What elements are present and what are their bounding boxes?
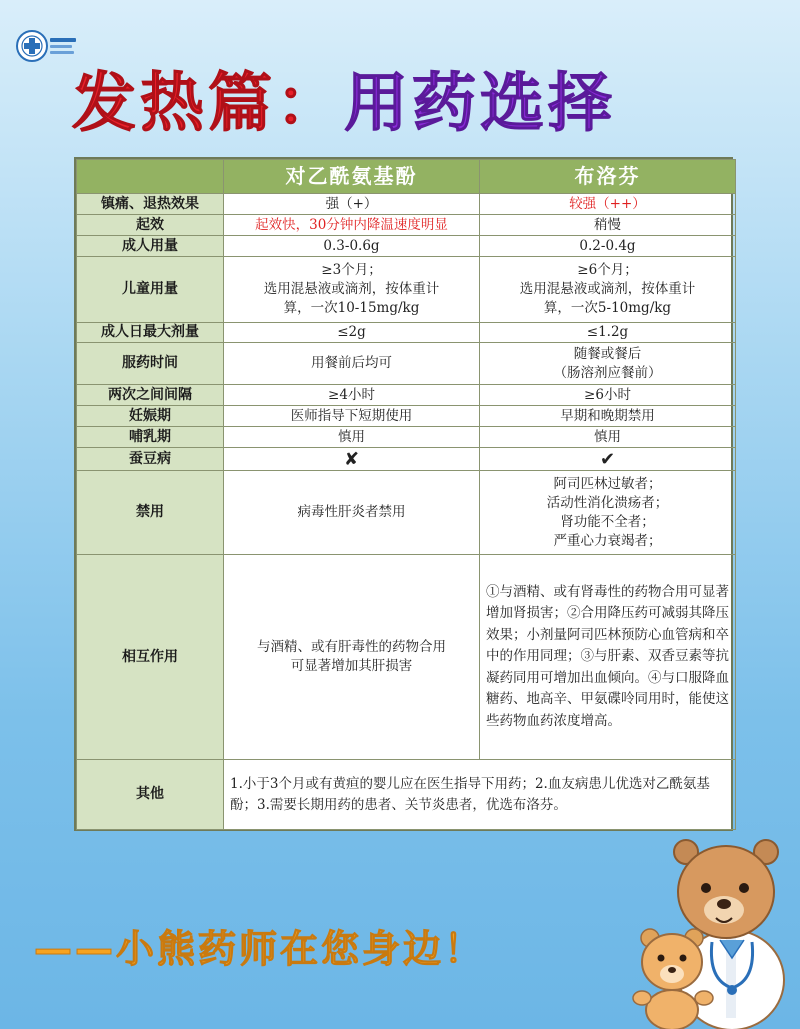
table-row (77, 215, 736, 236)
row-label: 儿童用量 (77, 257, 224, 323)
cell-ibuprofen: 早期和晚期禁用 (480, 406, 736, 427)
table-row (77, 406, 736, 427)
page-title (72, 52, 616, 152)
cell-acetaminophen: ≥3个月； 选用混悬液或滴剂，按体重计 算，一次10-15mg/kg (224, 257, 480, 323)
row-label: 妊娠期 (77, 406, 224, 427)
table-row (77, 760, 736, 830)
cell-acetaminophen: ≥4小时 (224, 385, 480, 406)
cell-ibuprofen: 0.2-0.4g (480, 236, 736, 257)
cell-merged-other: 1.小于3个月或有黄疸的婴儿应在医生指导下用药；2.血友病患儿优选对乙酰氨基酚；3.需要长期用药的患者、关节炎患者，优选布洛芬。 (224, 760, 736, 830)
cell-ibuprofen: ①与酒精、或有肾毒性的药物合用可显著增加肾损害；②合用降压药可减弱其降压效果；小剂量阿司匹林预防心血管病和卒中的作用同理；③与肝素、双香豆素等抗凝药同用可增加出血倾向。④与口服降血糖药、地高辛、甲氨碟呤同用时，能使这些药物血药浓度增高。 (480, 555, 736, 760)
table-row (77, 323, 736, 343)
row-label: 两次之间间隔 (77, 385, 224, 406)
row-label: 相互作用 (77, 555, 224, 760)
cell-ibuprofen: 较强（++） (480, 194, 736, 215)
table-row (77, 471, 736, 555)
row-label: 禁用 (77, 471, 224, 555)
row-label: 哺乳期 (77, 427, 224, 448)
cell-ibuprofen: ≥6小时 (480, 385, 736, 406)
table-row (77, 555, 736, 760)
column-header-acetaminophen: 对乙酰氨基酚 (224, 160, 480, 194)
cell-acetaminophen: 与酒精、或有肝毒性的药物合用 可显著增加其肝损害 (224, 555, 480, 760)
table-row (77, 385, 736, 406)
cell-acetaminophen: 慎用 (224, 427, 480, 448)
row-label: 成人日最大剂量 (77, 323, 224, 343)
row-label: 镇痛、退热效果 (77, 194, 224, 215)
cell-ibuprofen: ≤1.2g (480, 323, 736, 343)
cell-ibuprofen: 随餐或餐后 （肠溶剂应餐前） (480, 343, 736, 385)
table-header-row (77, 160, 736, 194)
row-label: 蚕豆病 (77, 448, 224, 471)
cross-mark-icon: ✘ (224, 448, 480, 471)
title-part-fever: 发热篇： (72, 67, 344, 141)
cell-acetaminophen: 强（+） (224, 194, 480, 215)
cell-ibuprofen: 慎用 (480, 427, 736, 448)
title-part-medication: 用药选择 (344, 67, 616, 141)
row-label: 成人用量 (77, 236, 224, 257)
column-header-ibuprofen: 布洛芬 (480, 160, 736, 194)
hospital-emblem-icon (14, 28, 78, 64)
medication-comparison-table (74, 157, 733, 831)
cell-acetaminophen: 医师指导下短期使用 (224, 406, 480, 427)
cell-acetaminophen: 起效快，30分钟内降温速度明显 (224, 215, 480, 236)
cell-acetaminophen: 0.3-0.6g (224, 236, 480, 257)
bear-pharmacist-illustration (620, 830, 800, 1029)
slogan: ——小熊药师在您身边！ (34, 927, 486, 971)
table-row (77, 343, 736, 385)
cell-acetaminophen: ≤2g (224, 323, 480, 343)
table-corner (77, 160, 224, 194)
cell-ibuprofen: ≥6个月； 选用混悬液或滴剂，按体重计 算，一次5-10mg/kg (480, 257, 736, 323)
table-row (77, 427, 736, 448)
table-row (77, 236, 736, 257)
row-label: 其他 (77, 760, 224, 830)
cell-ibuprofen: 稍慢 (480, 215, 736, 236)
table-row (77, 257, 736, 323)
cell-acetaminophen: 用餐前后均可 (224, 343, 480, 385)
cell-acetaminophen: 病毒性肝炎者禁用 (224, 471, 480, 555)
row-label: 起效 (77, 215, 224, 236)
check-mark-icon: ✔ (480, 448, 736, 471)
cell-ibuprofen: 阿司匹林过敏者； 活动性消化溃疡者； 肾功能不全者； 严重心力衰竭者； (480, 471, 736, 555)
table-row (77, 448, 736, 471)
table-row (77, 194, 736, 215)
row-label: 服药时间 (77, 343, 224, 385)
